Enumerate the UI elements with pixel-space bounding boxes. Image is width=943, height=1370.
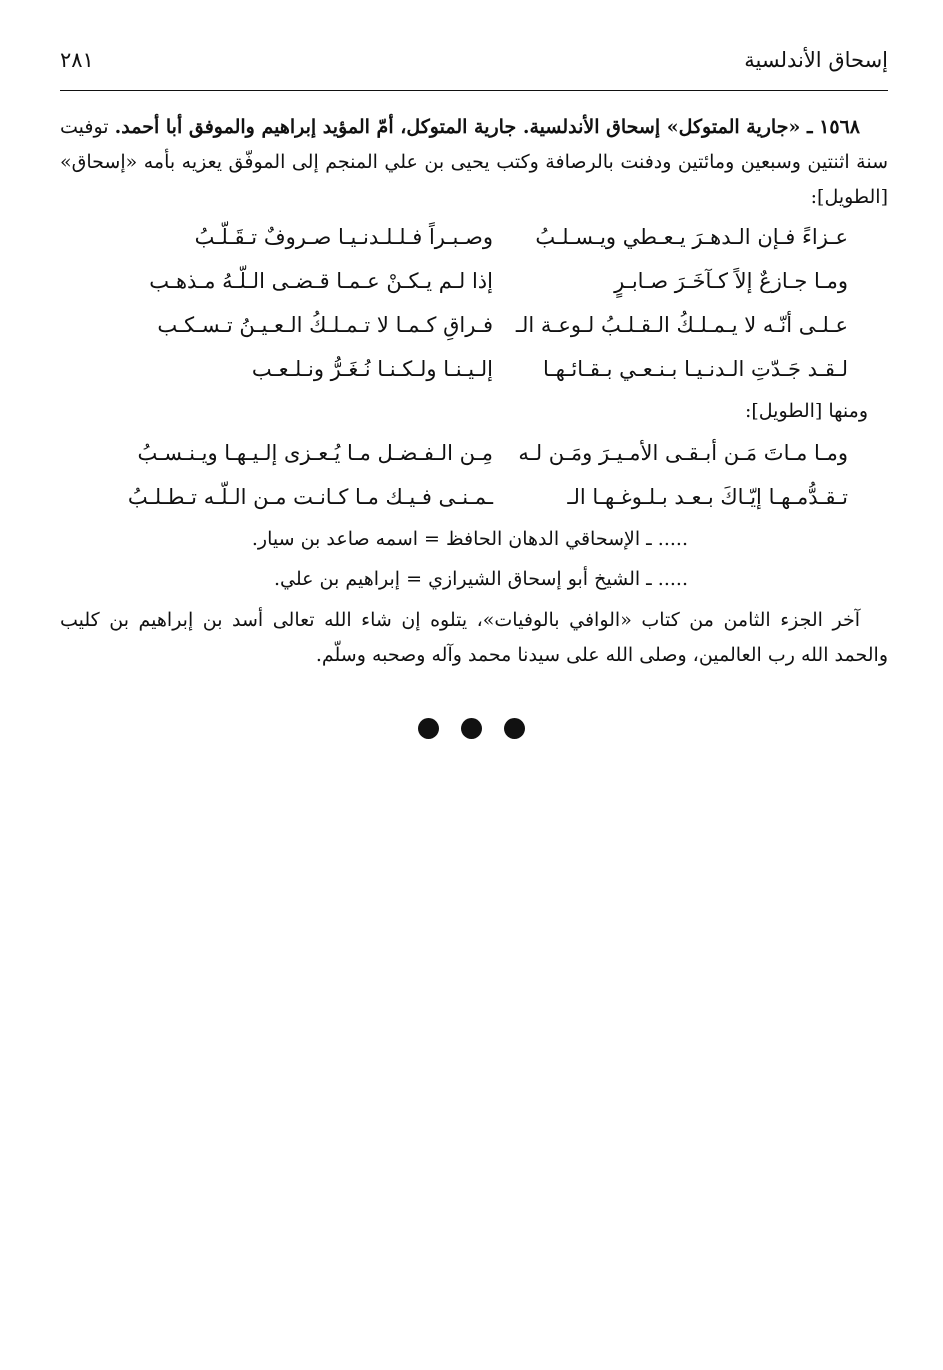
verse-first-hemistich: لـقـد جَـدّتِ الـدنـيـا بـنـعـي بـقـائـهـا	[543, 357, 848, 381]
verse-second-hemistich: إلـيـنـا ولـكـنـا نُـغَـرُّ ونـلـعـب	[251, 357, 493, 381]
verse-line	[60, 475, 888, 519]
page-number: ٢٨١	[60, 48, 94, 72]
page-body	[60, 110, 888, 673]
poem-second-label: ومنها [الطويل]:	[744, 400, 868, 422]
cross-reference: ..... ـ الشيخ أبو إسحاق الشيرازي = إبراهيم بن علي.	[274, 568, 688, 590]
biography-entry	[60, 110, 888, 215]
ornament-dot-icon	[461, 718, 482, 739]
colophon: آخر الجزء الثامن من كتاب «الوافي بالوفيات»، يتلوه إن شاء الله تعالى أسد بن إبراهيم بن كليب والحمد الله رب العالمين، وصلى الله على سيدنا محمد وآله وصحبه وسلّم.	[60, 609, 888, 666]
verse-second-hemistich: ـمـنـى فـيـك مـا كـانـت مـن الـلّـه تـطـلـبُ	[127, 485, 493, 509]
entry-number: ١٥٦٨	[819, 116, 860, 138]
verse-line	[60, 347, 888, 391]
poem-second	[60, 431, 888, 519]
cross-reference: ..... ـ الإسحاقي الدهان الحافظ = اسمه صاعد بن سيار.	[251, 528, 688, 550]
verse-second-hemistich: فـراقِ كـمـا لا تـمـلـكُ الـعـيـنُ تـسـكـب	[157, 313, 493, 337]
poem-first	[60, 215, 888, 391]
end-ornament	[0, 718, 943, 739]
running-title: إسحاق الأندلسية	[744, 48, 888, 72]
verse-first-hemistich: عـلـى أنّـه لا يـمـلـكُ الـقـلـبُ لـوعـة الـ	[515, 313, 848, 337]
verse-first-hemistich: تـقـدُّمـهـا إيّـاكَ بـعـد بـلـوغـهـا الـ	[567, 485, 848, 509]
verse-line	[60, 431, 888, 475]
verse-first-hemistich: عـزاءً فـإن الـدهـرَ يـعـطي ويـسـلـبُ	[535, 225, 848, 249]
header-rule	[60, 90, 888, 91]
verse-first-hemistich: ومـا جـازعٌ إلاً كـآخَـرَ صـابـرٍ	[614, 269, 848, 293]
ornament-dot-icon	[418, 718, 439, 739]
entry-text: توفيت سنة اثنتين وسبعين ومائتين ودفنت بالرصافة وكتب يحيى بن علي المنجم إلى الموفّق يعزيه بأمه «إسحاق» [الطويل]:	[60, 116, 888, 208]
verse-first-hemistich: ومـا مـاتَ مَـن أبـقـى الأمـيـرَ ومَـن لـه	[518, 441, 848, 465]
verse-second-hemistich: مِـن الـفـضـل مـا يُـعـزى إلـيـهـا ويـنـسـبُ	[137, 441, 493, 465]
verse-second-hemistich: إذا لـم يـكـنْ عـمـا قـضـى الـلّـهُ مـذهـب	[149, 269, 493, 293]
verse-line	[60, 303, 888, 347]
ornament-dot-icon	[504, 718, 525, 739]
verse-line	[60, 259, 888, 303]
page-header	[60, 44, 888, 88]
verse-second-hemistich: وصـبـراً فـلـلـدنـيـا صـروفٌ تـقَـلّـبُ	[194, 225, 493, 249]
verse-line	[60, 215, 888, 259]
entry-dash: ـ	[800, 116, 820, 138]
entry-title: «جارية المتوكل» إسحاق الأندلسية. جارية المتوكل، أمّ المؤيد إبراهيم والموفق أبا أحمد.	[114, 116, 801, 138]
